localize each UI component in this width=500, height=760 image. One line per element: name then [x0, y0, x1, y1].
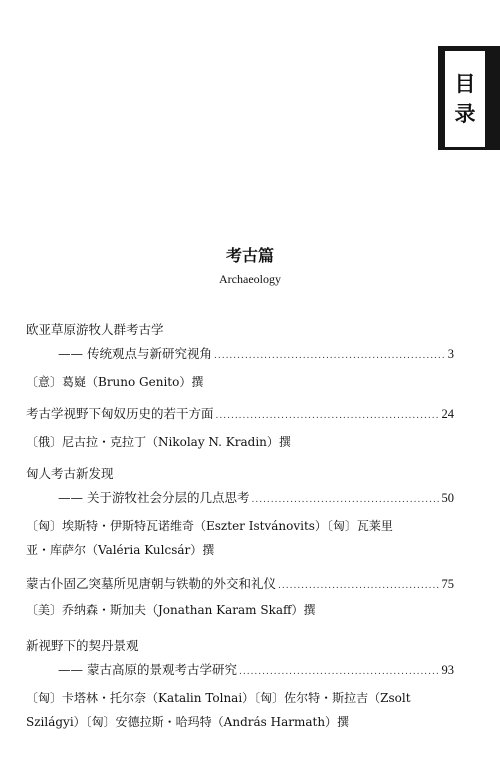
toc-entry-author: 〔匈〕卡塔林・托尔奈（Katalin Tolnai）〔匈〕佐尔特・斯拉吉（Zsolt — [26, 691, 411, 705]
toc-entry-title[interactable]: 欧亚草原游牧人群考古学 — [26, 322, 164, 337]
toc-entry-author: 〔意〕葛嶷（Bruno Genito）撰 — [26, 375, 204, 389]
toc-entry-title[interactable]: 新视野下的契丹景观 — [26, 638, 139, 653]
contents-tab — [438, 46, 500, 150]
leader-dots — [251, 492, 439, 508]
leader-dots — [278, 578, 439, 594]
leader-dots — [214, 348, 446, 364]
page-number: 50 — [441, 491, 454, 505]
toc-entry-subtitle[interactable]: —— 传统观点与新研究视角 ..... 3 — [58, 346, 454, 364]
leader-dots — [216, 408, 440, 424]
page-number: 93 — [441, 663, 454, 677]
contents-tab-label — [444, 50, 486, 148]
toc-entry-author: 〔俄〕尼古拉・克拉丁（Nikolay N. Kradin）撰 — [26, 435, 291, 449]
toc-entry-subtitle[interactable]: —— 蒙古高原的景观考古学研究 ..... 93 — [58, 662, 454, 680]
page-number: 75 — [441, 577, 454, 591]
toc-entry-title[interactable]: 考古学视野下匈奴历史的若干方面 ..... 24 — [26, 406, 454, 424]
toc-entry-author: 亚・库萨尔（Valéria Kulcsár）撰 — [26, 543, 215, 557]
section-subtitle: Archaeology — [219, 272, 281, 286]
toc-entry-subtitle[interactable]: —— 关于游牧社会分层的几点思考 ..... 50 — [58, 490, 454, 508]
toc-entry-title[interactable]: 蒙古仆固乙突墓所见唐朝与铁勒的外交和礼仪 ..... 75 — [26, 576, 454, 594]
toc-entry-author: 〔匈〕埃斯特・伊斯特瓦诺维奇（Eszter Istvánovits）〔匈〕瓦莱里 — [26, 519, 393, 533]
contents-tab-char-2: 录 — [454, 102, 476, 126]
page-number: 24 — [441, 407, 454, 421]
section-title: 考古篇 — [225, 246, 274, 265]
toc-entry-title[interactable]: 匈人考古新发现 — [26, 466, 114, 481]
toc-entry-author: 〔美〕乔纳森・斯加夫（Jonathan Karam Skaff）撰 — [26, 603, 316, 617]
contents-tab-char-1: 目 — [454, 72, 476, 96]
page-number: 3 — [447, 347, 454, 361]
toc-entry-author: Szilágyi）〔匈〕安德拉斯・哈玛特（András Harmath）撰 — [26, 715, 350, 729]
leader-dots — [239, 664, 440, 680]
